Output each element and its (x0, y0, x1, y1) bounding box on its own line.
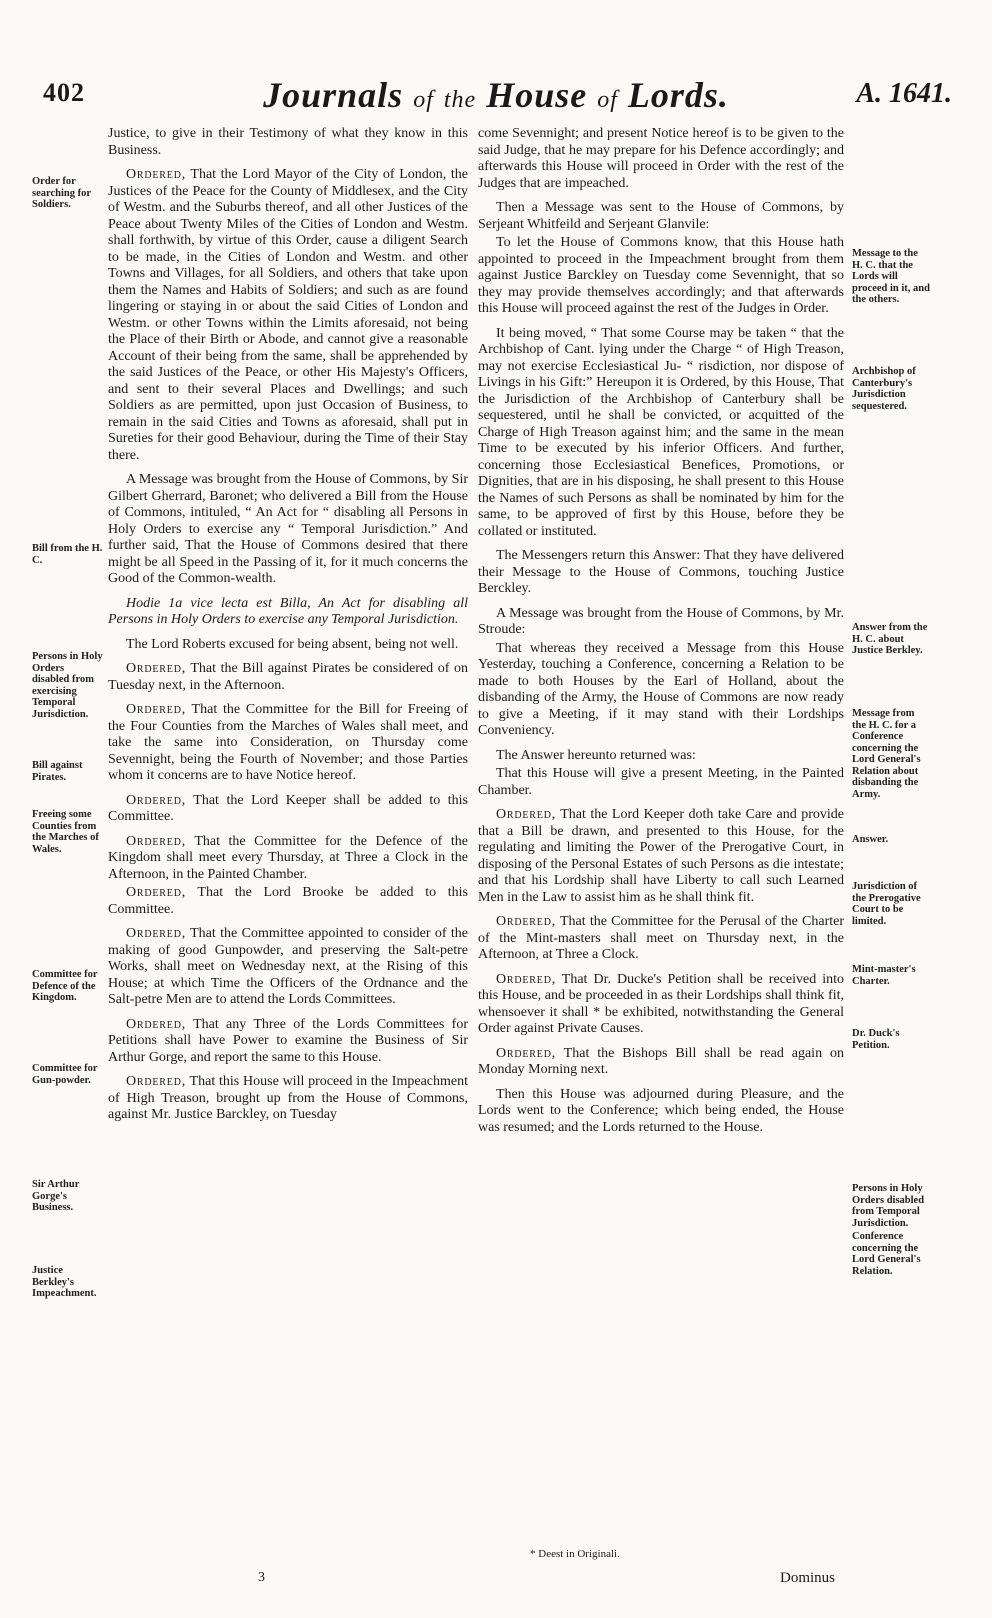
margin-note: Sir Arthur Gorge's Business. (32, 1179, 80, 1213)
margin-note: Message from the H. C. for a Conference concerning the Lord General's Relation about disbanding the Army. (852, 708, 921, 800)
margin-note: Persons in Holy Orders disabled from Temporal Jurisdiction. (852, 1183, 925, 1229)
paragraph: Ordered, That the Bishops Bill shall be read again on Monday Morning next. (478, 1045, 844, 1077)
title-word: of (413, 87, 434, 113)
paragraph: A Message was brought from the House of Commons, by Mr. Stroude: (478, 605, 844, 637)
paragraph: Ordered, That the Committee appointed to consider of the making of good Gunpowder, and preserving the Salt-petre Works, shall meet on Wednesday next, at the Rising of this House; at which Time the Officers of the Ordnance and the Salt-petre Men are to attend the Lords Committees. (108, 926, 468, 1007)
page-year: A. 1641. (856, 78, 952, 109)
margin-note: Committee for Defence of the Kingdom. (32, 969, 98, 1003)
paragraph: Ordered, That the Lord Keeper doth take Care and provide that a Bill be drawn, and presented to this House, for the regulating and limiting the Power of the Prerogative Court, in disposing of the Personal Estates of such Persons as die intestate; and that his Lordship shall have Liberty to call such Learned Men in the Law to assist him as he shall think fit. (478, 807, 844, 905)
title-word: Journals (263, 75, 404, 115)
paragraph: Ordered, That the Lord Brooke be added to this Committee. (108, 885, 468, 917)
paragraph: The Lord Roberts excused for being absent, being not well. (126, 636, 459, 652)
paragraph: The Messengers return this Answer: That they have delivered their Message to the House of Commons, touching Justice Berckley. (478, 548, 844, 596)
paragraph: The Answer hereunto returned was: (496, 747, 696, 763)
title-word: of (597, 87, 618, 113)
margin-note: Answer from the H. C. about Justice Berkley. (852, 622, 928, 656)
running-title (40, 74, 952, 116)
margin-note: Order for searching for Soldiers. (32, 176, 91, 210)
paragraph: Ordered, That the Bill against Pirates be considered of on Tuesday next, in the Afternoon. (108, 661, 468, 693)
paragraph: Ordered, That the Committee for the Bill for Freeing of the Four Counties from the Marches of Wales shall meet, and take the same into Consideration, on Thursday come Sevennight, being the Fourth of November; and those Parties whom it concerns are to have Notice hereof. (108, 702, 468, 783)
margin-note: Justice Berkley's Impeachment. (32, 1265, 97, 1299)
margin-note: Bill from the H. C. (32, 543, 103, 566)
paragraph: Ordered, That the Committee for the Perusal of the Charter of the Mint-masters shall meet on Thursday next, in the Afternoon, at Three a Clock. (478, 914, 844, 962)
margin-note: Persons in Holy Orders disabled from exercising Temporal Jurisdiction. (32, 651, 103, 720)
margin-note: Archbishop of Canterbury's Jurisdiction sequestered. (852, 366, 916, 412)
left-column (108, 126, 468, 1132)
title-word: House (486, 75, 588, 115)
footnote: * Deest in Originali. (530, 1548, 620, 1560)
signature-mark: 3 (258, 1570, 265, 1585)
margin-note: Freeing some Counties from the Marches of Wales. (32, 809, 99, 855)
paragraph: To let the House of Commons know, that this House hath appointed to proceed in the Impeachment brought from them against Justice Barckley on Tuesday come Sevennight, that so they may provide themselves accordingly; and that afterwards this House will proceed against the rest of the Judges in Order. (478, 235, 844, 316)
page-number: 402 (43, 78, 85, 107)
paragraph: Hodie 1a vice lecta est Billa, An Act for disabling all Persons in Holy Orders to exercise any Temporal Jurisdiction. (108, 595, 468, 627)
margin-note: Mint-master's Charter. (852, 964, 916, 987)
margin-note: Bill against Pirates. (32, 760, 83, 783)
margin-note: Answer. (852, 834, 889, 845)
margin-note: Conference concerning the Lord General's Relation. (852, 1231, 921, 1277)
page-header (40, 75, 952, 128)
paragraph: That this House will give a present Meeting, in the Painted Chamber. (478, 766, 844, 798)
paragraph: Ordered, That the Lord Mayor of the City of London, the Justices of the Peace for the County of Middlesex, and the City of Westm. and the Suburbs thereof, and all other Justices of the Peace about Twenty Miles of the Cities of London and Westm. shall forthwith, by virtue of this Order, cause a diligent Search to be made, in the Cities of London and Westm. and other Towns and Villages, for all Soldiers, and others that take upon them the Names and Habits of Soldiers; and such as are found lingering or staying in or about the said Cities of London and Westm. or other Towns within the Limits aforesaid, not being the Place of their Birth or Abode, and cannot give a reasonable Account of their being from the same, shall be apprehended by the said Justices of the Peace, or other His Majesty's Officers, and sent to their several Places and Dwellings; and such Soldiers as are permitted, upon just Occasion of Business, to remain in the said Cities and Towns as aforesaid, shall put in Sureties for their good Behaviour, during the Time of their Stay there. (108, 167, 468, 463)
paragraph: Ordered, That the Lord Keeper shall be added to this Committee. (108, 792, 468, 824)
right-column (478, 126, 844, 1144)
title-word: the (443, 87, 477, 113)
paragraph: It being moved, “ That some Course may be taken “ that the Archbishop of Cant. lying under the Charge “ of High Treason, may not exercise Ecclesiastical Ju- “ risdiction, nor dispose of Livings in his Gift:” Hereupon it is Ordered, by this House, That the Jurisdiction of the Archbishop of Canterbury shall be sequestered, until he shall be convicted, or acquitted of the Charge of High Treason against him; and the same in the mean Time to be executed by his inferior Officers. And further, concerning those Ecclesiastical Benefices, Promotions, or Dignities, that are in his disposing, he shall present to this House the Names of such Persons as shall be nominated by him for the same, to be approved of first by this House, before they be collated or instituted. (478, 325, 844, 539)
paragraph: A Message was brought from the House of Commons, by Sir Gilbert Gherrard, Baronet; who delivered a Bill from the House of Commons, intituled, “ An Act for “ disabling all Persons in Holy Orders to exercise any “ Temporal Jurisdiction.” And further said, That the House of Commons desired that there might be all Speed in the Passing of it, for it much concerns the Good of the Common-wealth. (108, 472, 468, 586)
margin-note: Message to the H. C. that the Lords will proceed in it, and the others. (852, 248, 930, 305)
paragraph: Then a Message was sent to the House of Commons, by Serjeant Whitfeild and Serjeant Glanvile: (478, 200, 844, 232)
title-word: Lords. (627, 75, 729, 115)
margin-note: Jurisdiction of the Prerogative Court to be limited. (852, 881, 921, 927)
paragraph: Ordered, That any Three of the Lords Committees for Petitions shall have Power to examine the Business of Sir Arthur Gorge, and report the same to this House. (108, 1016, 468, 1065)
paragraph: Justice, to give in their Testimony of what they know in this Business. (108, 126, 468, 158)
paragraph: come Sevennight; and present Notice hereof is to be given to the said Judge, that he may prepare for his Defence accordingly; and afterwards this House will proceed in Order with the rest of the Judges that are impeached. (478, 126, 844, 191)
catchword: Dominus (780, 1570, 836, 1586)
paragraph: Ordered, That Dr. Ducke's Petition shall be received into this House, and be proceeded in as their Lordships shall think fit, whensoever it shall * be exhibited, notwithstanding the General Order against Private Causes. (478, 971, 844, 1036)
margin-note: Dr. Duck's Petition. (852, 1028, 900, 1051)
paragraph: Then this House was adjourned during Pleasure, and the Lords went to the Conference; which being ended, the House was resumed; and the Lords returned to the House. (478, 1086, 844, 1135)
paragraph: Ordered, That this House will proceed in the Impeachment of High Treason, brought up from the House of Commons, against Mr. Justice Barckley, on Tuesday (108, 1074, 468, 1122)
paragraph: Ordered, That the Committee for the Defence of the Kingdom shall meet every Thursday, at Three a Clock in the Afternoon, in the Painted Chamber. (108, 833, 468, 882)
paragraph: That whereas they received a Message from this House Yesterday, touching a Conference, concerning a Relation to be made to both Houses by the Earl of Holland, about the disbanding of the Army, the House of Commons are now ready to give a Meeting, if it may stand with their Lordships Conveniency. (478, 640, 844, 738)
margin-note: Committee for Gun-powder. (32, 1063, 98, 1086)
